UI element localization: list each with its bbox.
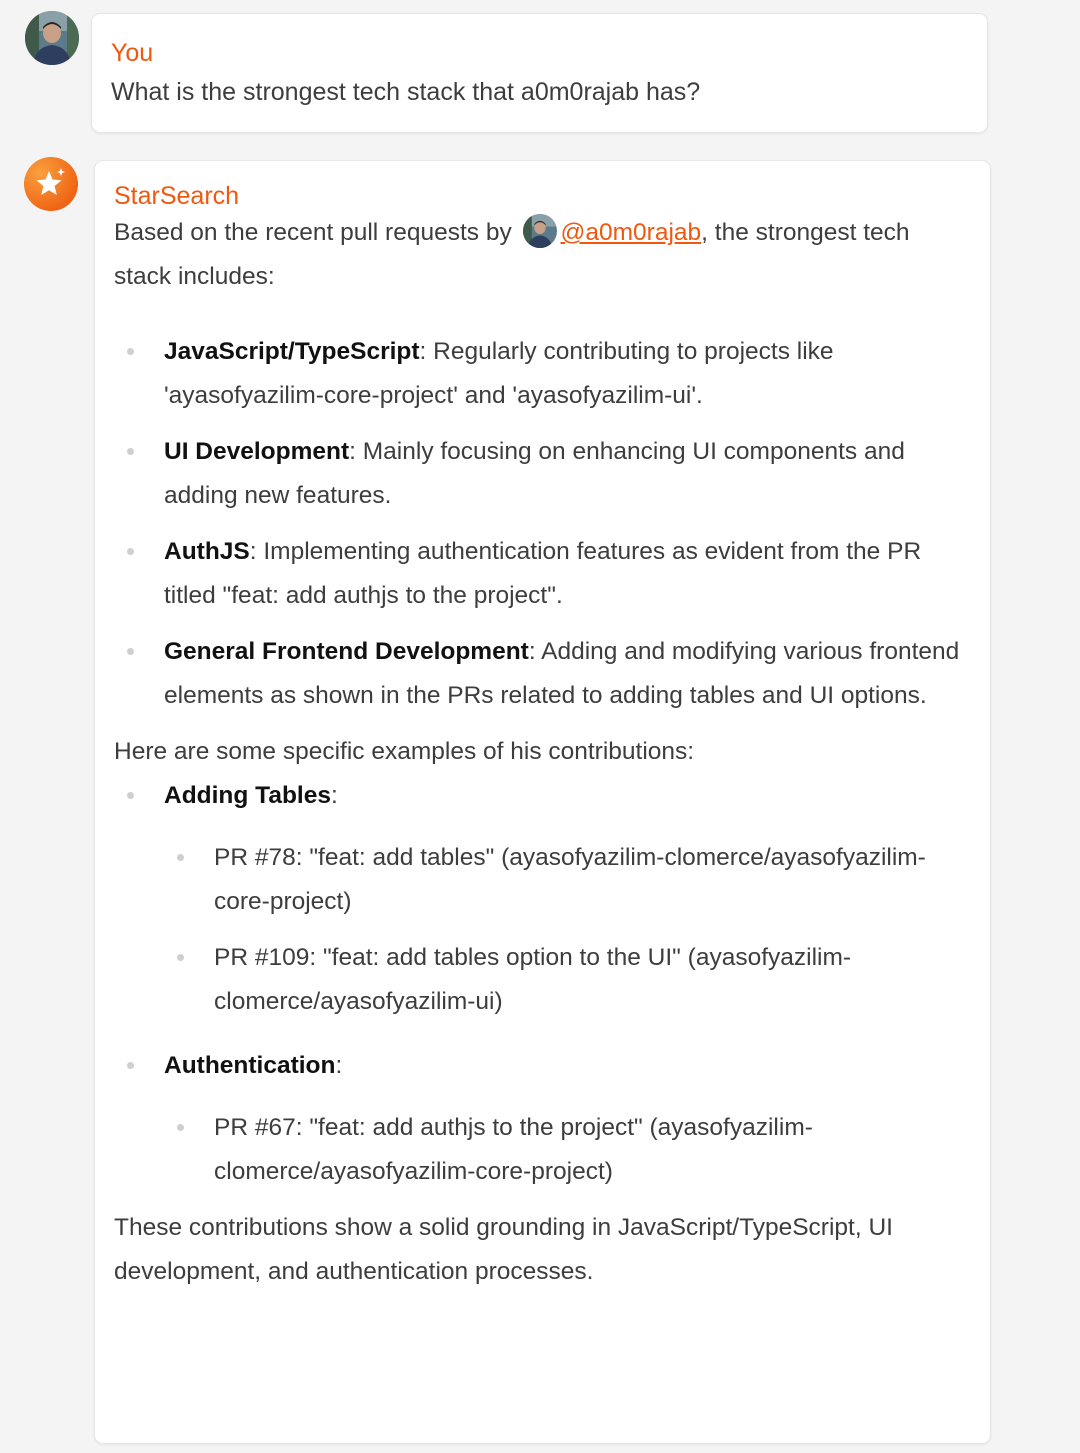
pr-item: PR #78: "feat: add tables" (ayasofyazilim-clomerce/ayasofyazilim-core-project) [164,836,971,924]
list-item-suffix: : [330,782,338,809]
list-item-title: AuthJS [164,538,250,565]
list-item-title: UI Development [164,438,350,465]
user-message-text: What is the strongest tech stack that a0m0rajab has? [111,78,701,106]
list-item-title: Adding Tables [164,782,331,809]
examples-intro: Here are some specific examples of his contributions: [114,738,695,765]
pr-list [164,1106,971,1194]
user-mention-link[interactable]: @a0m0rajab [560,219,702,246]
tech-stack-list [114,330,971,718]
list-item [114,630,971,718]
closing-text: These contributions show a solid grounding in JavaScript/TypeScript, UI development, and authentication processes. [114,1214,893,1285]
list-item-suffix: : [335,1052,343,1079]
pr-item: PR #67: "feat: add authjs to the project" (ayasofyazilim-clomerce/ayasofyazilim-core-project) [164,1106,971,1194]
list-item-text: : Adding and modifying various frontend elements as shown in the PRs related to adding tables and UI options. [164,638,960,709]
list-item-title: JavaScript/TypeScript [164,338,420,365]
list-item [114,774,971,1024]
user-sender-name: You [111,39,154,67]
mention-avatar [523,214,557,248]
list-item-title: Authentication [164,1052,336,1079]
examples-list [114,774,971,1194]
pr-item: PR #109: "feat: add tables option to the UI" (ayasofyazilim-clomerce/ayasofyazilim-ui) [164,936,971,1024]
list-item-text: : Regularly contributing to projects like 'ayasofyazilim-core-project' and 'ayasofyazilim-ui'. [164,338,834,409]
user-avatar [25,11,79,65]
list-item-text: : Mainly focusing on enhancing UI components and adding new features. [164,438,905,509]
list-item [114,430,971,518]
starsearch-logo-icon [24,157,78,211]
bot-sender-name: StarSearch [114,182,240,210]
intro-text: Based on the recent pull requests by [114,219,512,246]
list-item [114,1044,971,1194]
intro-text-after: , the strongest tech stack includes: [114,219,910,290]
starsearch-message-card [94,160,991,1444]
list-item [114,530,971,618]
list-item-title: General Frontend Development [164,638,529,665]
list-item-text: : Implementing authentication features as evident from the PR titled "feat: add authjs to the project". [164,538,922,609]
list-item [114,330,971,418]
pr-list [164,836,971,1024]
user-message-card [91,13,988,133]
bot-intro [114,211,971,299]
